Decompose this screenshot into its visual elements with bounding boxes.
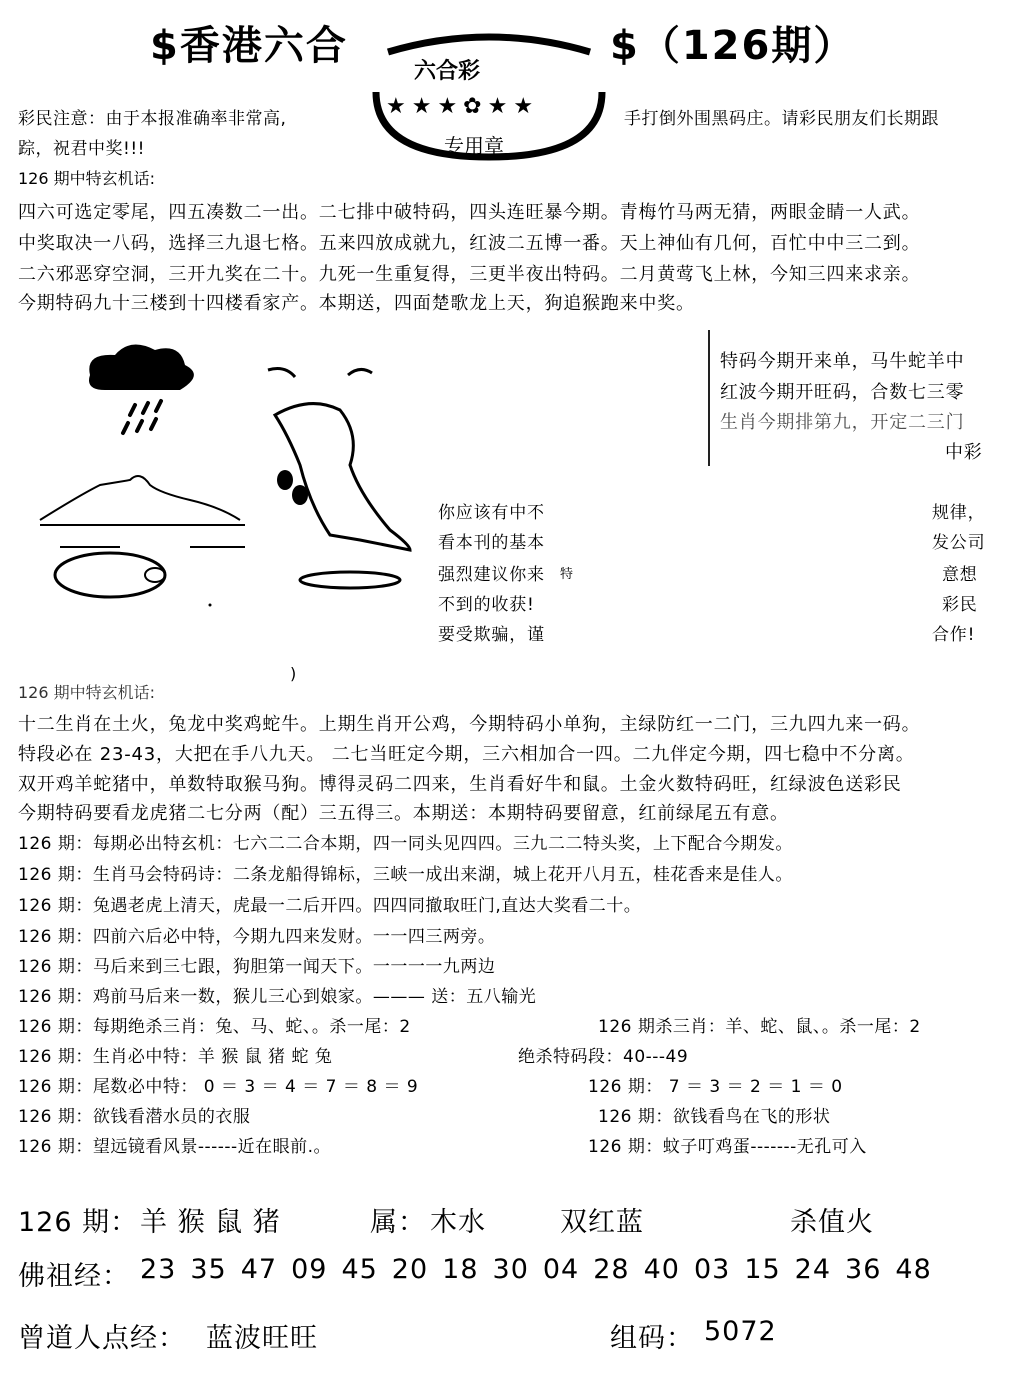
title-right: $（126期） (610, 23, 856, 69)
issue-line: 126 期：马后来到三七跟，狗胆第一闻天下。一一一一九两边 (18, 957, 496, 977)
buddha-number: 40 (643, 1254, 680, 1285)
buddha-number: 23 (140, 1254, 177, 1285)
buddha-number: 18 (442, 1254, 479, 1285)
buddha-number: 15 (744, 1254, 781, 1285)
notice-line-1b: 手打倒外围黑码庄。请彩民朋友们长期跟 (624, 109, 939, 129)
rain-cloud-tree-pig-icon (30, 335, 430, 625)
pair-right: 126 期杀三肖：羊、蛇、鼠、。杀一尾：2 (598, 1017, 921, 1037)
riddle-line: 中奖取决一八码，选择三九退七格。五来四放成就九，红波二五博一番。天上神仙有几何，百忙中中三二到。 (18, 233, 921, 254)
buddha-number: 45 (341, 1254, 378, 1285)
body-line: 特段必在 23-43，大把在手八九天。 二七当旺定今期，三六相加合一四。二九伴定今期，四七稳中不分离。 (18, 744, 915, 765)
footer-left-label: 曾道人点经： (18, 1323, 186, 1354)
title-left: $香港六合 (150, 23, 348, 69)
notice-line-1a: 彩民注意：由于本报准确率非常高, (18, 109, 287, 129)
pair-right: 绝杀特码段：40---49 (518, 1047, 689, 1067)
pair-left: 126 期：生肖必中特：羊 猴 鼠 猪 蛇 兔 (18, 1047, 333, 1067)
pair-right: 126 期：蚊子叮鸡蛋-------无孔可入 (588, 1137, 867, 1157)
notice-line-2: 踪，祝君中奖!!! (18, 139, 145, 159)
issue-line: 126 期：每期必出特玄机：七六二二合本期，四一同头见四四。三九二二特头奖，上下配合今期发。 (18, 834, 793, 854)
seal-top-text: 六合彩 (414, 59, 481, 84)
buddha-numbers (140, 1254, 932, 1285)
pair-left: 126 期：尾数必中特： 0 ＝ 3 ＝ 4 ＝ 7 ＝ 8 ＝ 9 (18, 1077, 419, 1097)
footer-right-value: 5072 (704, 1316, 777, 1347)
ad-left-line: 不到的收获! (438, 595, 535, 615)
side-text-line: 中彩 (945, 442, 983, 463)
buddha-label: 佛祖经： (18, 1261, 130, 1292)
body-line: 今期特码要看龙虎猪二七分两（配）三五得三。本期送：本期特码要留意，红前绿尾五有意。 (18, 803, 789, 824)
footer-left-value: 蓝波旺旺 (206, 1323, 318, 1354)
buddha-number: 09 (291, 1254, 328, 1285)
pair-left: 126 期：每期绝杀三肖：兔、马、蛇、。杀一尾：2 (18, 1017, 411, 1037)
issue-line: 126 期：鸡前马后来一数，猴儿三心到娘家。——— 送：五八输光 (18, 987, 537, 1007)
summary-zodiacs: 羊 猴 鼠 猪 (140, 1207, 281, 1238)
pair-left: 126 期：望远镜看风景------近在眼前.。 (18, 1137, 332, 1157)
ad-right-line: 规律， (932, 503, 986, 523)
issue-line: 126 期：兔遇老虎上清天，虎最一二后开四。四四同撤取旺门,直达大奖看二十。 (18, 896, 642, 916)
summary-issue-label: 126 期： (18, 1207, 139, 1238)
side-text-line: 生肖今期排第九，开定二三门 (720, 412, 965, 433)
buddha-number: 03 (693, 1254, 731, 1285)
ad-right-line: 发公司 (932, 533, 986, 553)
buddha-number: 48 (895, 1254, 932, 1285)
riddle-line: 今期特码九十三楼到十四楼看家产。本期送，四面楚歌龙上天，狗追猴跑来中奖。 (18, 293, 695, 314)
illustration (30, 335, 430, 625)
issue-line: 126 期：生肖马会特码诗：二条龙船得锦标，三峡一成出来湖，城上花开八月五，桂花香来是佳人。 (18, 865, 793, 885)
summary-kill: 杀值火 (790, 1207, 874, 1238)
buddha-number: 04 (542, 1254, 580, 1285)
ad-right-line: 彩民 (942, 595, 978, 615)
ad-left-line: 你应该有中不 (438, 503, 545, 523)
divider-vertical (708, 330, 710, 466)
buddha-number: 30 (492, 1254, 529, 1285)
riddle-header: 126 期中特玄机话: (18, 169, 156, 188)
buddha-number: 20 (391, 1254, 429, 1285)
pair-left: 126 期：欲钱看潜水员的衣服 (18, 1107, 251, 1127)
pair-right: 126 期：欲钱看鸟在飞的形状 (598, 1107, 831, 1127)
seal-stamp (358, 32, 620, 160)
ad-left-line: 强烈建议你来 (438, 565, 545, 585)
ad-right-line: 意想 (942, 565, 978, 585)
buddha-number: 36 (845, 1254, 882, 1285)
buddha-number: 47 (240, 1254, 278, 1285)
ad-left-line: 要受欺骗，谨 (438, 625, 545, 645)
side-text-line: 红波今期开旺码，合数七三零 (720, 382, 965, 403)
buddha-number: 24 (794, 1254, 832, 1285)
summary-colors: 双红蓝 (560, 1207, 644, 1238)
side-text-line: 特码今期开来单，马牛蛇羊中 (720, 351, 965, 372)
seal-bottom-text: 专用章 (444, 134, 504, 158)
stray-mark: ) (290, 664, 297, 683)
ad-left-small: 特 (560, 567, 574, 582)
ad-right-line: 合作! (932, 625, 976, 645)
buddha-number: 35 (190, 1254, 227, 1285)
partial-header: 126 期中特玄机话: (18, 683, 156, 702)
summary-element-label: 属： (370, 1207, 426, 1238)
footer-right-label: 组码： (610, 1323, 694, 1354)
summary-elements: 木水 (430, 1207, 486, 1238)
riddle-line: 四六可选定零尾，四五凑数二一出。二七排中破特码，四头连旺暴今期。青梅竹马两无猜，两眼金睛一人武。 (18, 202, 921, 223)
body-line: 双开鸡羊蛇猪中，单数特取猴马狗。博得灵码二四来，生肖看好牛和鼠。土金火数特码旺，红绿波色送彩民 (18, 774, 902, 795)
riddle-line: 二六邪恶穿空洞，三开九奖在二十。九死一生重复得，三更半夜出特码。二月黄莺飞上林，今知三四来求亲。 (18, 264, 921, 285)
body-line: 十二生肖在土火，兔龙中奖鸡蛇牛。上期生肖开公鸡，今期特码小单狗，主绿防红一二门，三九四九来一码。 (18, 714, 921, 735)
buddha-number: 28 (593, 1254, 630, 1285)
ad-left-line: 看本刊的基本 (438, 533, 545, 553)
issue-line: 126 期：四前六后必中特，今期九四来发财。一一四三两旁。 (18, 927, 496, 947)
seal-stars: ★★★✿★★ (386, 94, 540, 119)
pair-right: 126 期： 7 ＝ 3 ＝ 2 ＝ 1 ＝ 0 (588, 1077, 843, 1097)
